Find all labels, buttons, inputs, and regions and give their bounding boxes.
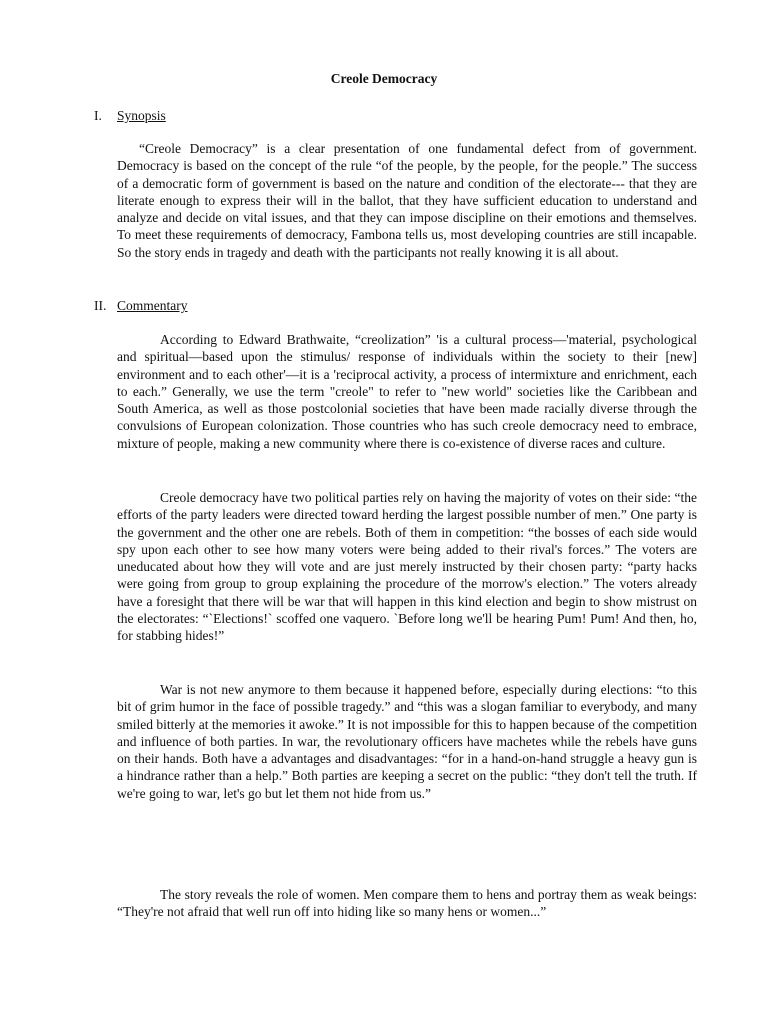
section-heading-commentary <box>94 297 188 314</box>
commentary-paragraph-3: War is not new anymore to them because it happened before, especially during elections: “to this bit of grim humor in the face of possible tragedy.” and “this was a slogan familiar to everybody, and many smiled bitterly at the memories it awoke.” It is not impossible for this to happen because of the competition and influence of both parties. In war, the revolutionary officers have machetes while the rebels have guns on their hands. Both have a advantages and disadvantages: “for in a hand-on-hand struggle a heavy gun is a hindrance rather than a help.” Both parties are keeping a secret on the public: “they don't tell the truth. If we're going to war, let's go but let them not hide from us.” <box>117 682 697 801</box>
document-title: Creole Democracy <box>330 71 438 86</box>
section-title: Synopsis <box>117 108 166 123</box>
section-number: I. <box>94 108 102 123</box>
synopsis-paragraph: “Creole Democracy” is a clear presentation of one fundamental defect from of government. Democracy is based on the concept of the rule “of the people, by the people, for the people.” The success of a democratic form of government is based on the nature and condition of the electorate--- that they are literate enough to express their will in the ballot, that they have sufficient education to understand and analyze and decide on vital issues, and that they can impose discipline on their emotions and themselves. To meet these requirements of democracy, Fambona tells us, most developing countries are still incapable. So the story ends in tragedy and death with the participants not really knowing it is all about. <box>117 141 697 260</box>
commentary-paragraph-1: According to Edward Brathwaite, “creolization” 'is a cultural process—'material, psychological and spiritual—based upon the stimulus/ response of individuals within the society to their [new] environment and to each other'—it is a 'reciprocal activity, a process of intermixture and enrichment, each to each.” Generally, we use the term "creole" to refer to "new world" societies like the Caribbean and South America, as well as those postcolonial societies that have been made racially diverse through the convulsions of European colonization. Those countries who has such creole democracy need to embrace, mixture of people, making a new community where there is co-existence of diverse races and culture. <box>117 332 697 451</box>
commentary-paragraph-2: Creole democracy have two political parties rely on having the majority of votes on their side: “the efforts of the party leaders were directed toward herding the largest possible number of men.” One party is the government and the other one are rebels. Both of them in competition: “the bosses of each side would spy upon each other to see how many voters were being added to their rival's forces.” The voters are uneducated about how they will vote and are just merely instructed by their chosen party: “party hacks were going from group to group explaining the procedure of the morrow's election.” The voters already have a foresight that there will be war that will happen in this kind election and begin to show mistrust on the electorates: “`Elections!` scoffed one vaquero. `Before long we'll be hearing Pum! Pum! And then, ho, for stabbing hides!” <box>117 490 697 644</box>
section-number: II. <box>94 298 107 313</box>
section-title: Commentary <box>117 298 188 313</box>
commentary-paragraph-4: The story reveals the role of women. Men compare them to hens and portray them as weak beings: “They're not afraid that well run off into hiding like so many hens or women...” <box>117 887 697 920</box>
section-heading-synopsis <box>94 107 166 124</box>
